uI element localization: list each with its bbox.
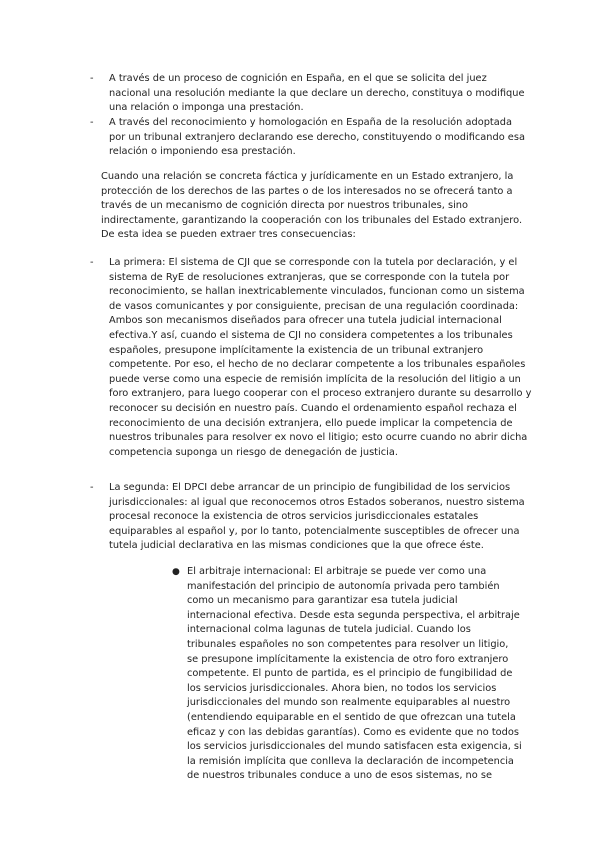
list-dash: - xyxy=(90,257,94,268)
list-dash: - xyxy=(90,482,94,493)
list-dash: - xyxy=(90,117,94,128)
list-item-cognition: A través de un proceso de cognición en España, en el que se solicita del juez nacional una resolución mediante la que declare un derecho, constituya o modifique una relación o imponga una prestación. xyxy=(109,73,525,114)
body-paragraph: Cuando una relación se concreta fáctica y jurídicamente en un Estado extranjero, la protección de los derechos de las partes o de los interesados no se ofrecerá tanto a través de un mecanismo de cognición directa por nuestros tribunales, sino indirectamente, garantizando la cooperación con los tribunales del Estado extranjero. De esta idea se pueden extraer tres consecuencias: xyxy=(101,171,523,241)
bullet-icon: ● xyxy=(172,567,180,577)
consequence-first: La primera: El sistema de CJI que se corresponde con la tutela por declaración, y el sistema de RyE de resoluciones extranjeras, que se corresponde con la tutela por reconocimiento, se hallan inextricablemente vinculados, funcionan como un sistema de vasos comunicantes y por consiguiente, precisan de una regulación coordinada: Ambos son mecanismos diseñados para ofrecer una tutela judicial internacional efectiva.Y así, cuando el sistema de CJI no considera competentes a los tribunales españoles, presupone implícitamente la existencia de un tribunal extranjero competente. Por eso, el hecho de no declarar competente a los tribunales españoles puede verse como una especie de remisión implícita de la resolución del litigio a un foro extranjero, para luego cooperar con el proceso extranjero durante su desarrollo y reconocer su decisión en nuestro país. Cuando el ordenamiento español rechaza el reconocimiento de una decisión extranjera, ello puede implicar la competencia de nuestros tribunales para resolver ex novo el litigio; esto ocurre cuando no abrir dicha competencia suponga un riesgo de denegación de justicia. xyxy=(109,257,532,458)
sub-bullet-arbitration: El arbitraje internacional: El arbitraje se puede ver como una manifestación del principio de autonomía privada pero también como un mecanismo para garantizar esa tutela judicial internacional efectiva. Desde esta segunda perspectiva, el arbitraje internacional colma lagunas de tutela judicial. Cuando los tribunales españoles no son competentes para resolver un litigio, se presupone implícitamente la existencia de otro foro extranjero competente. El punto de partida, es el principio de fungibilidad de los servicios jurisdiccionales. Ahora bien, no todos los servicios jurisdiccionales del mundo son realmente equiparables al nuestro (entendiendo equiparable en el sentido de que ofrezcan una tutela eficaz y con las debidas garantías). Como es evidente que no todos los servicios jurisdiccionales del mundo satisfacen esta exigencia, si la remisión implícita que conlleva la declaración de incompetencia de nuestros tribunales conduce a uno de esos sistemas, no se xyxy=(187,566,522,782)
consequence-second: La segunda: El DPCI debe arrancar de un principio de fungibilidad de los servicios jurisdiccionales: al igual que reconocemos otros Estados soberanos, nuestro sistema procesal reconoce la existencia de otros servicios jurisdiccionales estatales equiparables al español y, por lo tanto, potencialmente susceptibles de ofrecer una tutela judicial declarativa en las mismas condiciones que la que ofrece éste. xyxy=(109,482,525,552)
list-dash: - xyxy=(90,73,94,84)
list-item-recognition: A través del reconocimiento y homologación en España de la resolución adoptada por un tribunal extranjero declarando ese derecho, constituyendo o modificando esa relación o imponiendo esa prestación. xyxy=(109,117,525,158)
